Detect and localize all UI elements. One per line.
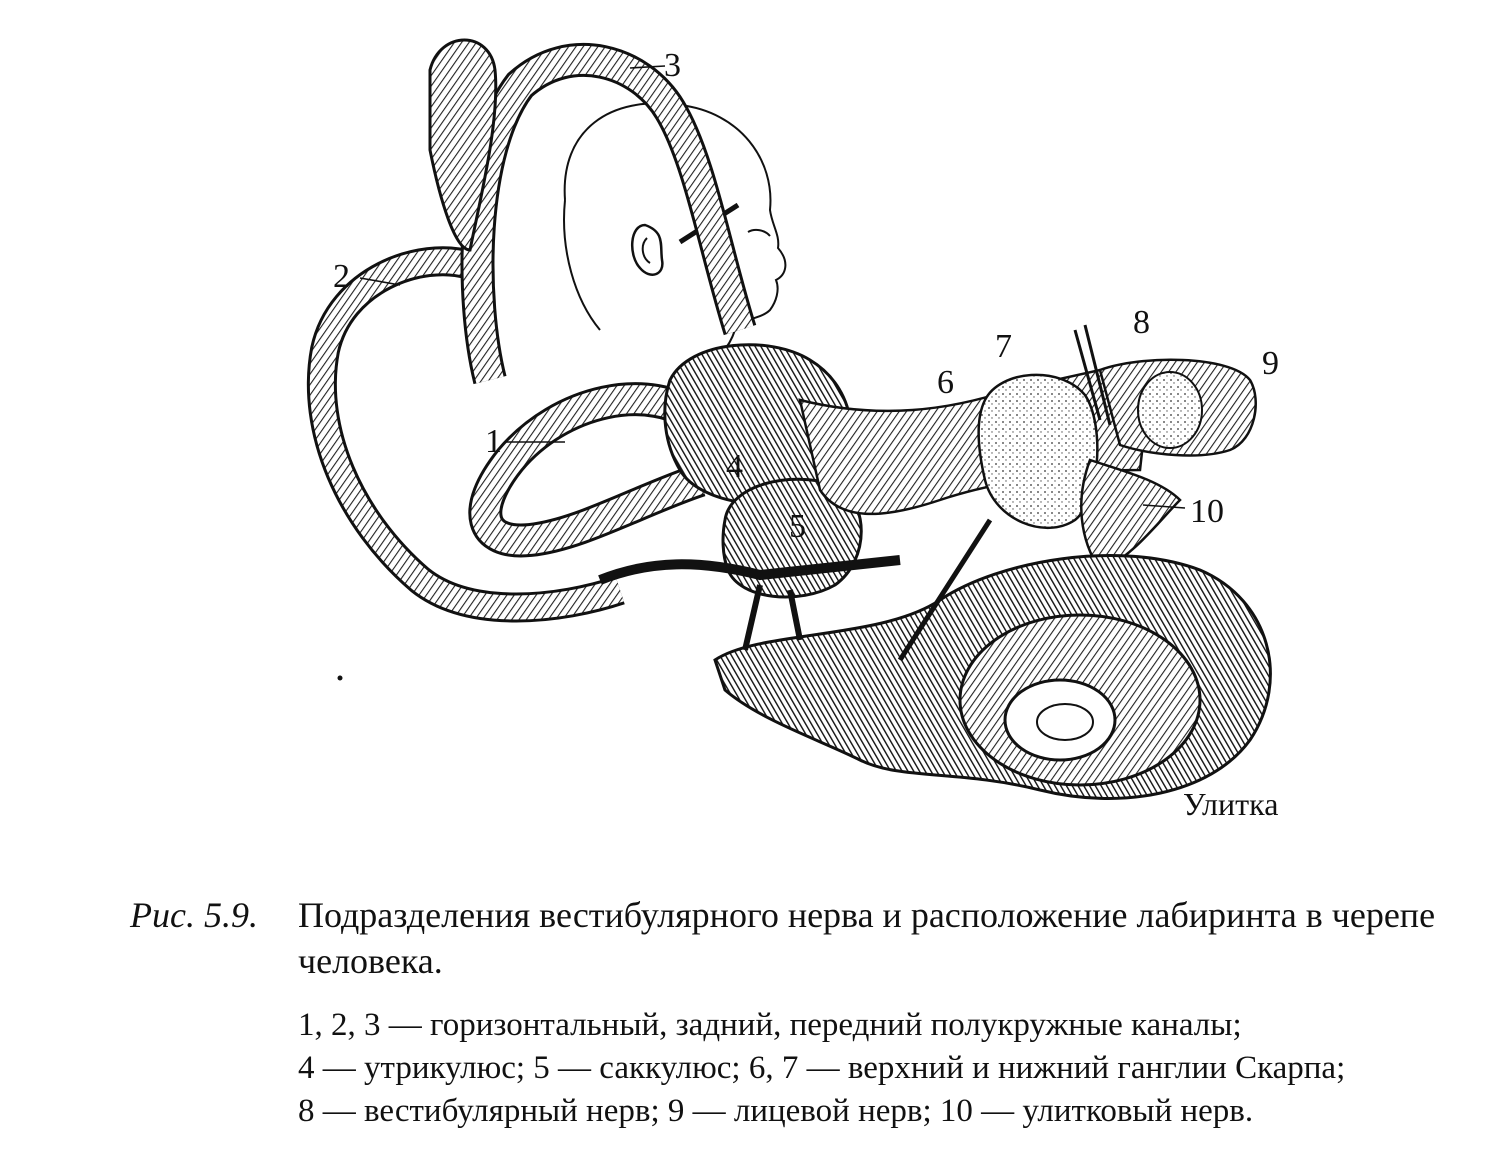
label-7: 7	[995, 328, 1012, 365]
caption-title: Подразделения вестибулярного нерва и расположение лабиринта в черепе человека.	[298, 895, 1436, 981]
cochlear-nerve-shape	[1081, 460, 1180, 570]
label-9: 9	[1262, 345, 1279, 382]
label-5: 5	[789, 508, 806, 545]
label-4: 4	[726, 448, 743, 485]
caption-figure-number: Рис. 5.9.	[130, 895, 258, 935]
scarpa-ganglion-shape	[979, 375, 1098, 528]
cochlea-label: Улитка	[1183, 786, 1279, 822]
eye-mark	[748, 230, 770, 236]
label-8: 8	[1133, 304, 1150, 341]
label-3: 3	[664, 47, 681, 84]
legend-line: 8 — вестибулярный нерв; 9 — лицевой нерв; 10 — улитковый нерв.	[298, 1093, 1254, 1129]
figure-caption	[130, 892, 1460, 1133]
label-6: 6	[937, 364, 954, 401]
caption-heading	[130, 892, 1460, 984]
legend-line: 4 — утрикулюс; 5 — саккулюс; 6, 7 — верхний и нижний ганглии Скарпа;	[298, 1050, 1346, 1086]
label-10: 10	[1190, 493, 1224, 530]
legend-line: 1, 2, 3 — горизонтальный, задний, передний полукружные каналы;	[298, 1007, 1242, 1043]
caption-legend	[298, 1004, 1460, 1133]
label-2: 2	[333, 258, 350, 295]
label-1: 1	[485, 423, 502, 460]
ear-shape	[632, 225, 662, 275]
